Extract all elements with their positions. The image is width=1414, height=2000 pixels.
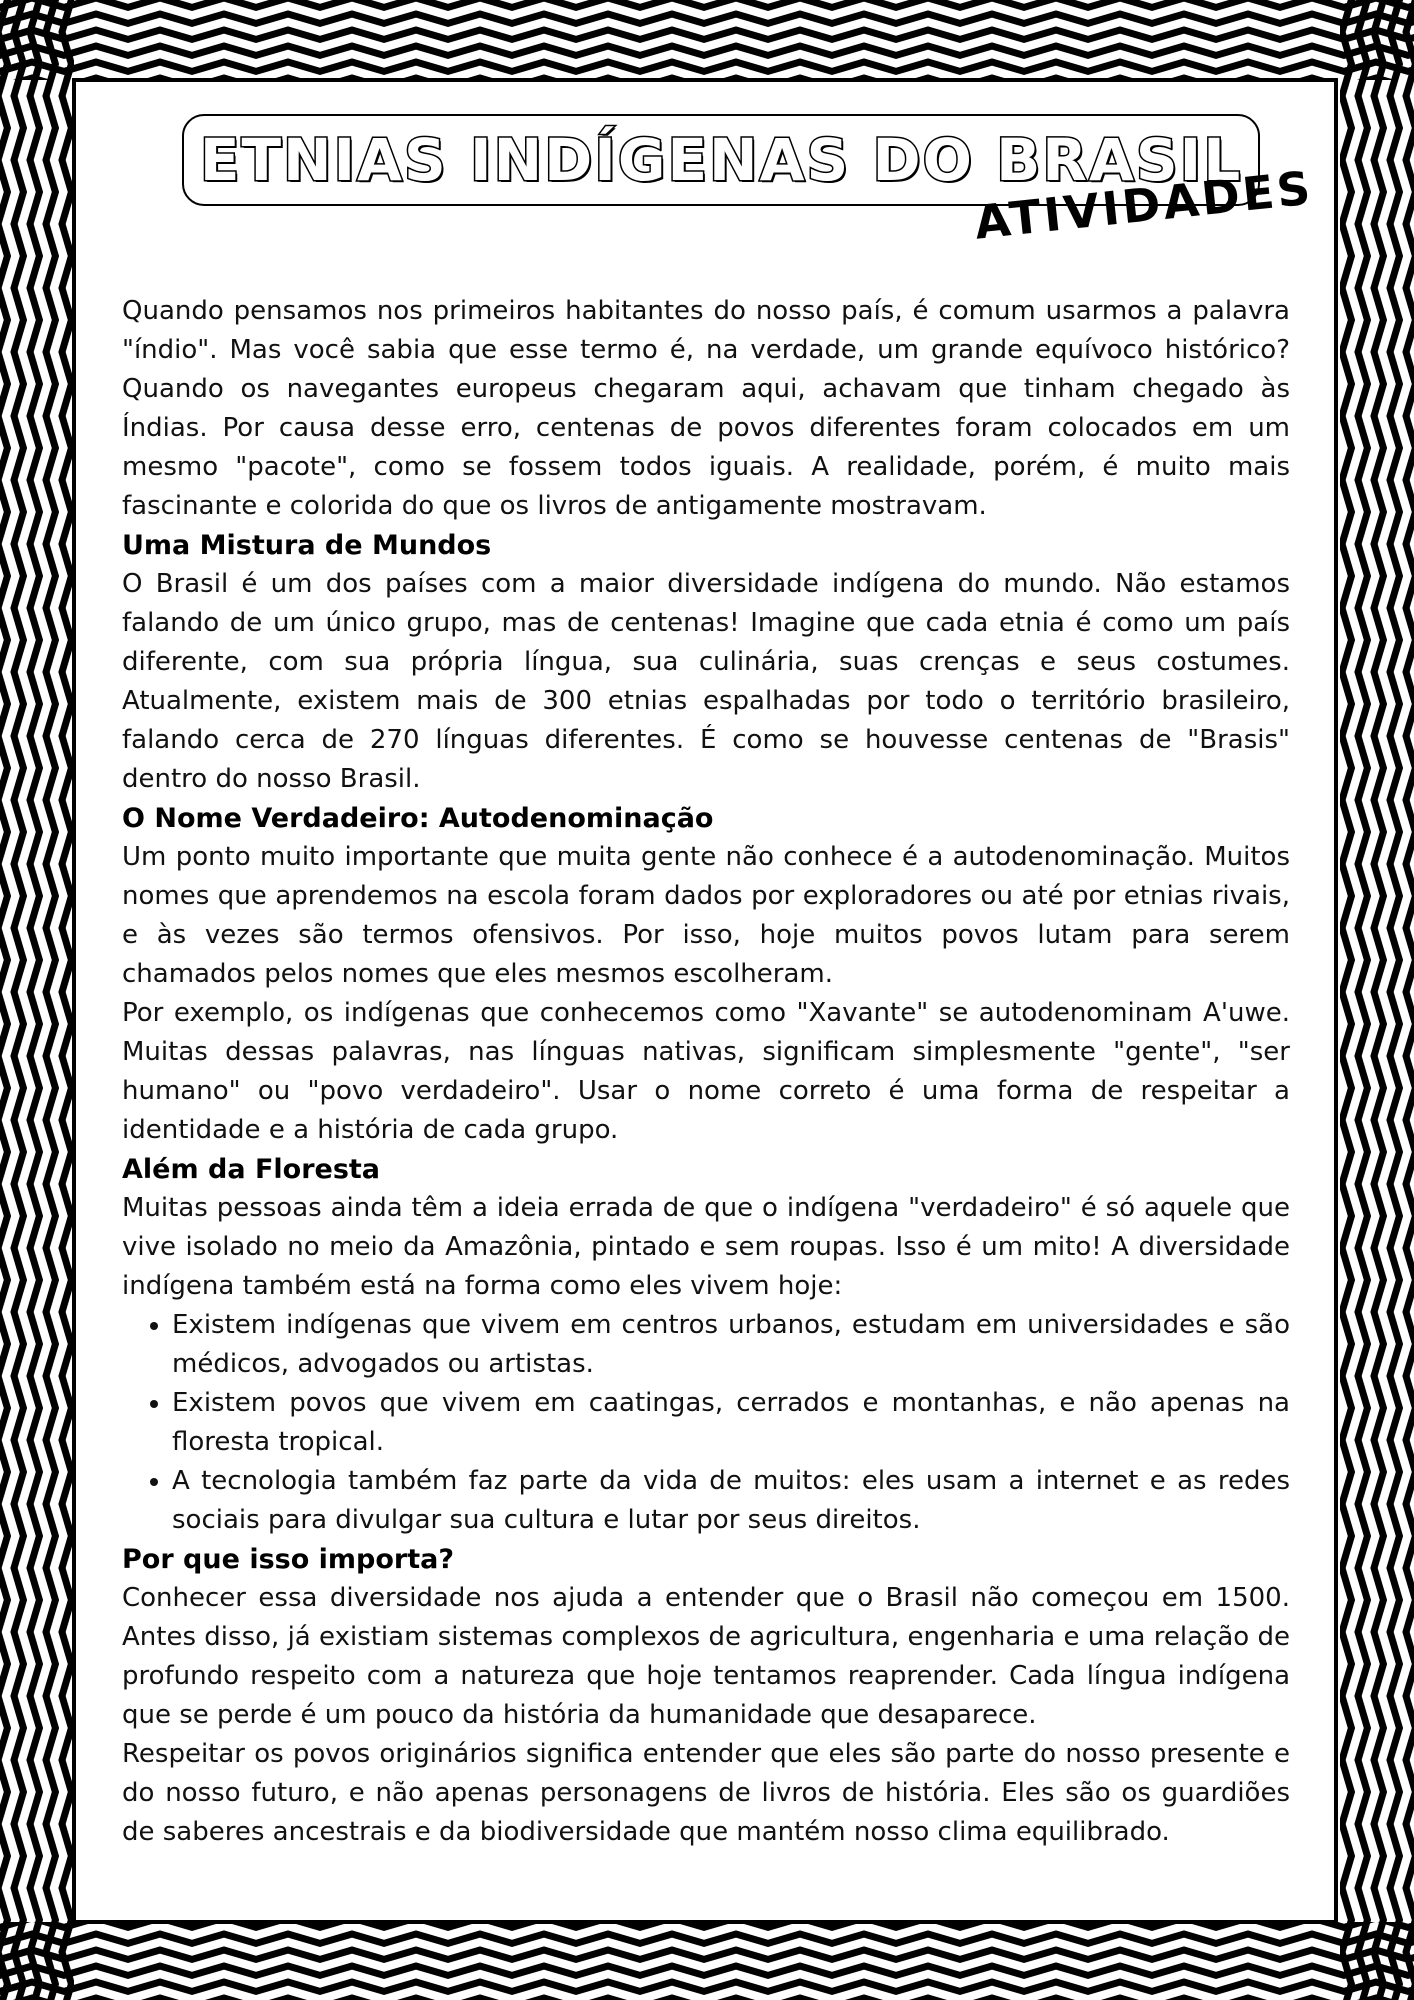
border-left xyxy=(0,0,74,2000)
list-item: • Existem povos que vivem em caatingas, cerrados e montanhas, e não apenas na floresta tropical. xyxy=(172,1384,1290,1462)
intro-paragraph: Quando pensamos nos primeiros habitantes do nosso país, é comum usarmos a palavra "índio". Mas você sabia que esse termo é, na verdade, um grande equívoco histórico? Quando os navegantes europeus chegaram aqui, achavam que tinham chegado às Índias. Por causa desse erro, centenas de povos diferentes foram colocados em um mesmo "pacote", como se fossem todos iguais. A realidade, porém, é muito mais fascinante e colorida do que os livros de antigamente mostravam. xyxy=(122,296,1290,521)
border-top xyxy=(0,0,1414,80)
paragraph: Um ponto muito importante que muita gente não conhece é a autodenominação. Muitos nomes que aprendemos na escola foram dados por exploradores ou até por etnias rivais, e às vezes são termos ofensivos. Por isso, hoje muitos povos lutam para serem chamados pelos nomes que eles mesmos escolheram. xyxy=(122,842,1290,989)
paragraph: Muitas pessoas ainda têm a ideia errada de que o indígena "verdadeiro" é só aquele que vive isolado no meio da Amazônia, pintado e sem roupas. Isso é um mito! A diversidade indígena também está na forma como eles vivem hoje: xyxy=(122,1193,1290,1301)
section-heading: Por que isso importa? xyxy=(122,1544,455,1575)
article-body xyxy=(122,292,1290,1852)
border-right xyxy=(1340,0,1414,2000)
section-heading: Além da Floresta xyxy=(122,1154,381,1185)
list-item: • A tecnologia também faz parte da vida de muitos: eles usam a internet e as redes sociais para divulgar sua cultura e lutar por seus direitos. xyxy=(172,1462,1290,1540)
paragraph: Por exemplo, os indígenas que conhecemos como "Xavante" se autodenominam A'uwe. Muitas dessas palavras, nas línguas nativas, significam simplesmente "gente", "ser humano" ou "povo verdadeiro". Usar o nome correto é uma forma de respeitar a identidade e a história de cada grupo. xyxy=(122,998,1290,1145)
paragraph: Respeitar os povos originários significa entender que eles são parte do nosso presente e do nosso futuro, e não apenas personagens de livros de história. Eles são os guardiões de saberes ancestrais e da biodiversidade que mantém nosso clima equilibrado. xyxy=(122,1739,1290,1847)
paragraph: O Brasil é um dos países com a maior diversidade indígena do mundo. Não estamos falando de um único grupo, mas de centenas! Imagine que cada etnia é como um país diferente, com sua própria língua, sua culinária, suas crenças e seus costumes. Atualmente, existem mais de 300 etnias espalhadas por todo o território brasileiro, falando cerca de 270 línguas diferentes. É como se houvesse centenas de "Brasis" dentro do nosso Brasil. xyxy=(122,569,1290,794)
section-heading: O Nome Verdadeiro: Autodenominação xyxy=(122,803,714,834)
paragraph: Conhecer essa diversidade nos ajuda a entender que o Brasil não começou em 1500. Antes disso, já existiam sistemas complexos de agricultura, engenharia e uma relação de profundo respeito com a natureza que hoje tentamos reaprender. Cada língua indígena que se perde é um pouco da história da humanidade que desaparece. xyxy=(122,1583,1290,1730)
section-heading: Uma Mistura de Mundos xyxy=(122,530,492,561)
border-bottom xyxy=(0,1922,1414,2000)
bullet-list xyxy=(122,1306,1290,1540)
list-item: • Existem indígenas que vivem em centros urbanos, estudam em universidades e são médicos, advogados ou artistas. xyxy=(172,1306,1290,1384)
page-subtitle: ATIVIDADES xyxy=(972,160,1316,250)
page-title: ETNIAS INDÍGENAS DO BRASIL xyxy=(199,126,1243,194)
